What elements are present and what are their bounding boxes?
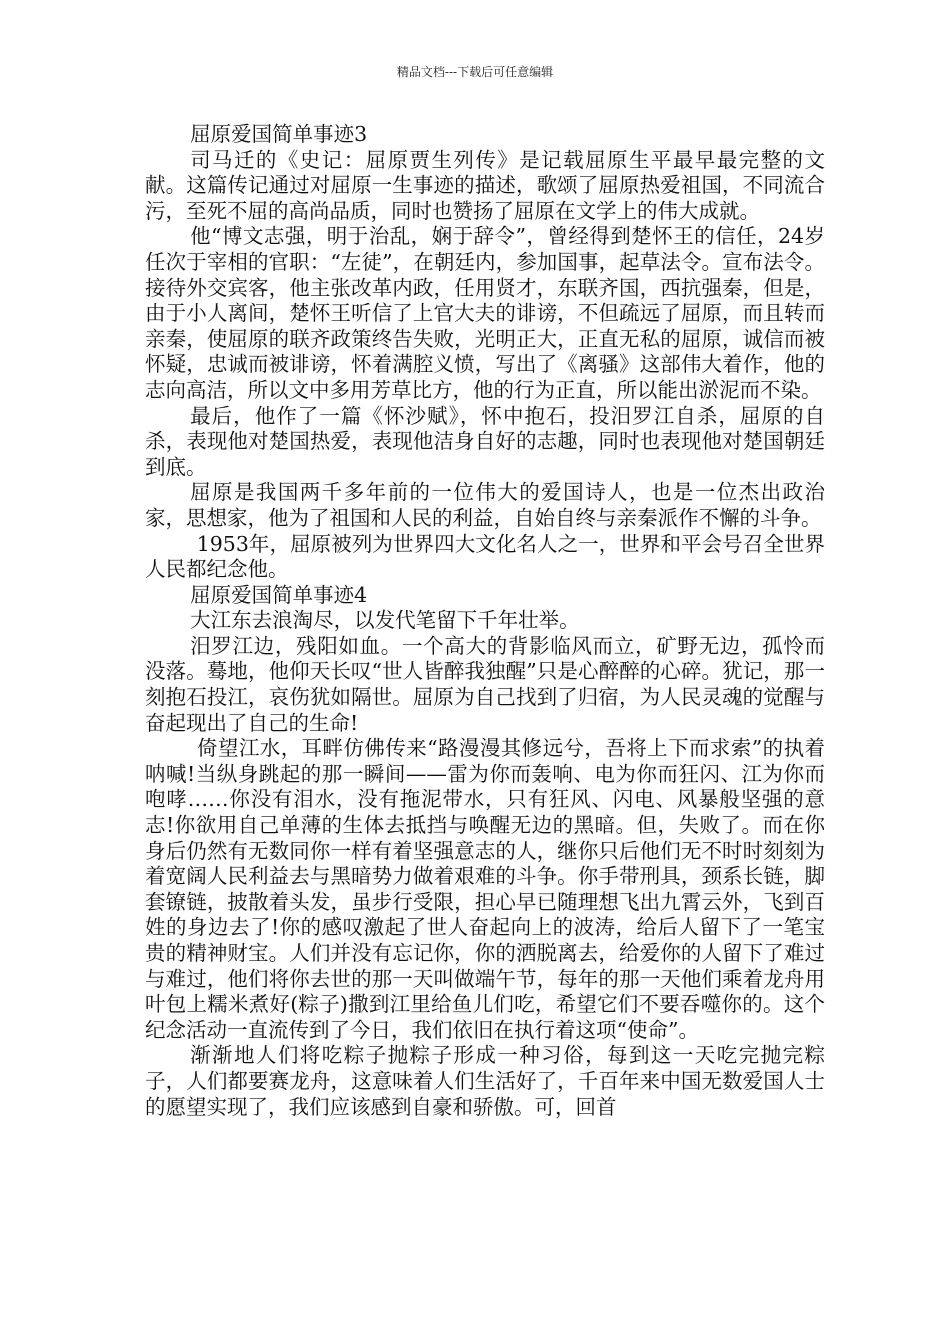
paragraph: 渐渐地人们将吃粽子抛粽子形成一种习俗，每到这一天吃完抛完粽子，人们都要赛龙舟，这意味着人们生活好了，千百年来中国无数爱国人士的愿望实现了，我们应该感到自豪和骄傲。可，回首: [145, 1043, 825, 1119]
paragraph: 汨罗江边，残阳如血。一个高大的背影临风而立，矿野无边，孤怜而没落。蓦地，他仰天长叹“世人皆醉我独醒”只是心醉醉的心碎。犹记，那一刻抱石投江，哀伤犹如隔世。屈原为自己找到了归宿，为人民灵魂的觉醒与奋起现出了自己的生命!: [145, 633, 825, 735]
paragraph: 他“博文志强，明于治乱，娴于辞令”，曾经得到楚怀王的信任，24岁任次于宰相的官职：“左徒”，在朝廷内，参加国事，起草法令。宣布法令。接待外交宾客，他主张改革内政，任用贤才，东联齐国，西抗强秦，但是，由于小人离间，楚怀王听信了上官大夫的诽谤，不但疏远了屈原，而且转而亲秦，使屈原的联齐政策终告失败，光明正大，正直无私的屈原，诚信而被怀疑，忠诚而被诽谤，怀着满腔义愤，写出了《离骚》这部伟大着作，他的志向高洁，所以文中多用芳草比方，他的行为正直，所以能出淤泥而不染。: [145, 224, 825, 402]
section-heading: 屈原爱国简单事迹3: [190, 122, 368, 146]
paragraph: 1953年，屈原被列为世界四大文化名人之一，世界和平会号召全世界人民都纪念他。: [145, 531, 825, 582]
paragraph: 司马迁的《史记：屈原贾生列传》是记载屈原生平最早最完整的文献。这篇传记通过对屈原一生事迹的描述，歌颂了屈原热爱祖国，不同流合污，至死不屈的高尚品质，同时也赞扬了屈原在文学上的伟大成就。: [145, 147, 825, 223]
paragraph: 屈原是我国两千多年前的一位伟大的爱国诗人，也是一位杰出政治家，思想家，他为了祖国和人民的利益，自始自终与亲秦派作不懈的斗争。: [145, 480, 825, 530]
document-body: [145, 122, 825, 1120]
paragraph: 大江东去浪淘尽，以发代笔留下千年壮举。: [190, 608, 580, 633]
paragraph: 最后，他作了一篇《怀沙赋》，怀中抱石，投汨罗江自杀，屈原的自杀，表现他对楚国热爱，表现他洁身自好的志趣，同时也表现他对楚国朝廷到底。: [145, 403, 825, 479]
paragraph: 倚望江水，耳畔仿佛传来“路漫漫其修远兮，吾将上下而求索”的执着呐喊!当纵身跳起的那一瞬间——雷为你而轰响、电为你而狂闪、江为你而咆哮……你没有泪水，没有拖泥带水，只有狂风、闪电、风暴般坚强的意志!你欲用自己单薄的生体去抵挡与唤醒无边的黑暗。但，失败了。而在你身后仍然有无数同你一样有着坚强意志的人，继你只后他们无不时时刻刻为着宽阔人民利益去与黑暗势力做着艰难的斗争。你手带刑具，颈系长链，脚套镣链，披散着头发，虽步行受限，担心早已随理想飞出九霄云外，飞到百姓的身边去了!你的感叹激起了世人奋起向上的波涛，给后人留下了一笔宝贵的精神财宝。人们并没有忘记你，你的洒脱离去，给爱你的人留下了难过与难过，他们将你去世的那一天叫做端午节，每年的那一天他们乘着龙舟用叶包上糯米煮好(粽子)撒到江里给鱼儿们吃，希望它们不要吞噬你的。这个纪念活动一直流传到了今日，我们依旧在执行着这项“使命”。: [145, 736, 825, 1042]
section-heading: 屈原爱国简单事迹4: [190, 582, 368, 607]
page-header: 精品文档---下载后可任意编辑: [396, 65, 554, 79]
